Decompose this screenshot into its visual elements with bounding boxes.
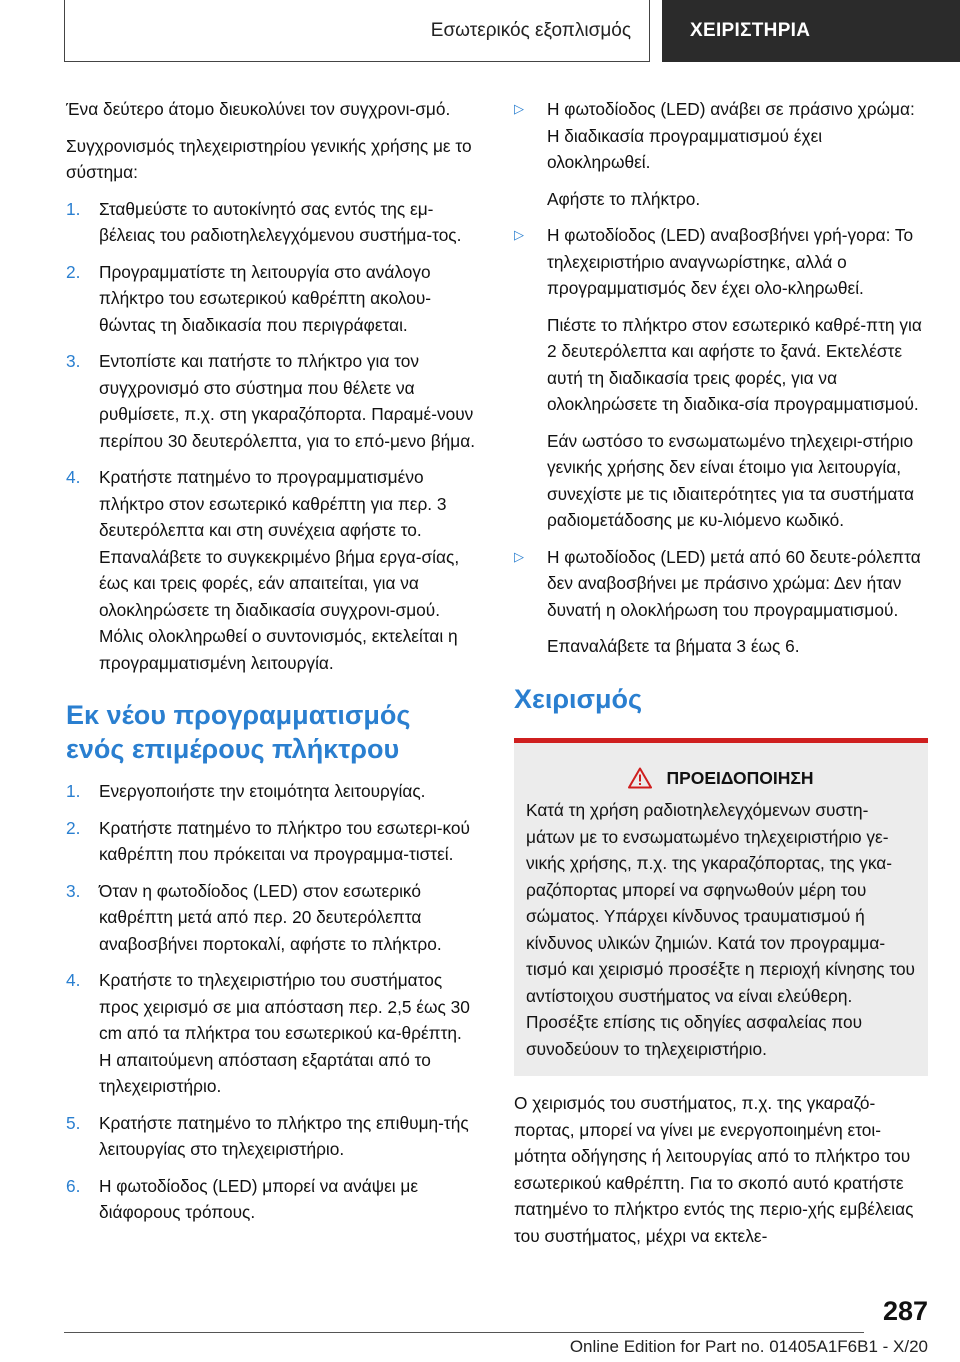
list-text: Κρατήστε το τηλεχειριστήριο του συστήματος προς χειρισμό σε μια απόσταση περ. 2,5 έως 30 cm από τα πλήκτρα του εσωτερικού κα-θρέπτη. Η απαιτούμενη απόσταση εξαρτάται από το τηλεχειριστήριο. [99, 970, 470, 1096]
triangle-bullet-icon: ▷ [514, 101, 524, 116]
bullet-item [514, 96, 928, 176]
list-text: Ενεργοποιήστε την ετοιμότητα λειτουργίας. [99, 781, 426, 801]
list-number: 3. [66, 880, 81, 901]
list-text: Κρατήστε πατημένο το πλήκτρο της επιθυμη-τής λειτουργίας στο τηλεχειριστήριο. [99, 1112, 469, 1159]
page-header [64, 0, 960, 64]
list-text: Εντοπίστε και πατήστε το πλήκτρο για τον συγχρονισμό στο σύστημα που θέλετε να ρυθμίσετε, π.χ. στη γκαραζόπορτα. Παραμέ-νουν περίπου 30 δευτερόλεπτα, για το επό-μενο βήμα. [99, 351, 475, 451]
bullet-item [514, 222, 928, 302]
warning-triangle-icon [628, 767, 652, 789]
bullet-text: Η φωτοδίοδος (LED) αναβοσβήνει γρή-γορα: Το τηλεχειριστήριο αναγνωρίστηκε, αλλά ο προγραμματισμός δεν έχει ολο-κληρωθεί. [547, 225, 914, 298]
reprogram-steps-list [66, 778, 476, 1226]
list-item [66, 464, 476, 676]
list-number: 1. [66, 781, 81, 801]
list-item [66, 815, 476, 868]
list-text: Προγραμματίστε τη λειτουργία στο ανάλογο πλήκτρο του εσωτερικού καθρέπτη ακολου-θώντας τη διαδικασία που περιγράφεται. [99, 261, 432, 335]
list-text: Κρατήστε πατημένο το προγραμματισμένο πλήκτρο στον εσωτερικό καθρέπτη για περ. 3 δευτερόλεπτα και στη συνέχεια αφήστε το. Επαναλάβετε το συγκεκριμένο βήμα εργα-σίας, έως και τρεις φορές, εάν απαιτείται, για να ολοκληρώσετε τη διαδικασία συγχρονι-σμού. Μόλις ολοκληρωθεί ο συντονισμός, εκτελείται η προγραμματισμένη λειτουργία. [99, 467, 460, 673]
list-text: Η φωτοδίοδος (LED) μπορεί να ανάψει με διάφορους τρόπους. [99, 1175, 419, 1222]
paragraph: Ο χειρισμός του συστήματος, π.χ. της γκαραζό-πορτας, μπορεί να γίνει με ενεργοποιημένη ετοι-μότητα οδήγησης ή λειτουργίας από το πλήκτρο του εσωτερικού καθρέπτη. Για το σκοπό αυτό κρατήστε πατημένο το πλήκτρο εντός της περιο-χής εμβέλειας του συστήματος, μέχρι να εκτελε- [514, 1093, 914, 1246]
triangle-bullet-icon: ▷ [514, 227, 524, 242]
list-item [66, 967, 476, 1100]
warning-box [514, 738, 928, 1077]
list-item [66, 878, 476, 958]
sync-steps-list [66, 196, 476, 677]
list-number: 5. [66, 1112, 81, 1133]
list-number: 6. [66, 1175, 81, 1196]
warning-header [526, 765, 916, 792]
triangle-bullet-icon: ▷ [514, 548, 524, 564]
list-item [66, 196, 476, 249]
list-item [66, 1110, 476, 1163]
list-number: 4. [66, 467, 81, 487]
list-number: 3. [66, 351, 81, 371]
list-item [66, 259, 476, 339]
list-text: Σταθμεύστε το αυτοκίνητό σας εντός της εμ-βέλειας του ραδιοτηλελεγχόμενου συστήμα-τος. [99, 198, 462, 245]
paragraph: Ένα δεύτερο άτομο διευκολύνει τον συγχρονι-σμό. [66, 99, 451, 119]
list-item [66, 348, 476, 454]
paragraph: Συγχρονισμός τηλεχειριστηρίου γενικής χρήσης με το σύστημα: [66, 135, 472, 182]
bullet-text: Η φωτοδίοδος (LED) μετά από 60 δευτε-ρόλεπτα δεν αναβοσβήνει με πράσινο χρώμα: Δεν ήταν δυνατή η ολοκλήρωση του προγραμματισμού. [547, 546, 921, 620]
footer-divider [64, 1332, 864, 1333]
list-number: 1. [66, 198, 81, 219]
bullet-subtext: Επαναλάβετε τα βήματα 3 έως 6. [547, 636, 800, 656]
page-number: 287 [882, 1296, 928, 1326]
list-item [66, 778, 476, 805]
list-text: Κρατήστε πατημένο το πλήκτρο του εσωτερι-κού καθρέπτη που πρόκειται να προγραμμα-τιστεί. [99, 817, 470, 864]
bullet-subtext: Αφήστε το πλήκτρο. [547, 188, 701, 209]
section-title: Εσωτερικός εξοπλισμός [64, 0, 650, 62]
list-text: Όταν η φωτοδίοδος (LED) στον εσωτερικό καθρέπτη μετά από περ. 20 δευτερόλεπτα αναβοσβήνει πορτοκαλί, αφήστε το πλήκτρο. [99, 880, 442, 954]
section-heading: Εκ νέου προγραμματισμός ενός επιμέρους πλήκτρου [66, 700, 411, 764]
list-number: 4. [66, 970, 81, 990]
bullet-item [514, 544, 928, 624]
list-number: 2. [66, 261, 81, 282]
right-column [514, 96, 928, 1259]
section-heading: Χειρισμός [514, 683, 643, 714]
list-item [66, 1173, 476, 1226]
chapter-title: ΧΕΙΡΙΣΤΗΡΙΑ [662, 0, 960, 62]
left-column [66, 96, 476, 1236]
warning-title: ΠΡΟΕΙΔΟΠΟΙΗΣΗ [666, 767, 814, 788]
bullet-subtext: Πιέστε το πλήκτρο στον εσωτερικό καθρέ-πτη για 2 δευτερόλεπτα και αφήστε το ξανά. Εκτελέστε αυτή τη διαδικασία τρεις φορές, για να ολοκληρώσετε τη διαδικα-σία προγραμματισμού. [547, 314, 922, 414]
bullet-text: Η φωτοδίοδος (LED) ανάβει σε πράσινο χρώμα: Η διαδικασία προγραμματισμού έχει ολοκληρωθεί. [547, 99, 915, 172]
bullet-subtext: Εάν ωστόσο το ενσωματωμένο τηλεχειρι-στήριο γενικής χρήσης δεν είναι έτοιμο για λειτουργία, συνεχίστε με τις ιδιαιτερότητες για τα συστήματα ραδιομετάδοσης με κυ-λιόμενο κωδικό. [547, 430, 914, 530]
list-number: 2. [66, 817, 81, 838]
warning-text: Κατά τη χρήση ραδιοτηλελεγχόμενων συστη-μάτων με το ενσωματωμένο τηλεχειριστήριο γε-νικής χρήσης, π.χ. της γκαραζόπορτας, της γκα-ραζόπορτας μπορεί να σφηνωθούν μέρη του σώματος. Υπάρχει κίνδυνος τραυματισμού ή κίνδυνος υλικών ζημιών. Κατά τον προγραμμα-τισμό και χειρισμό προσέξτε η περιοχή κίνησης του αντίστοιχου συστήματος να είναι ελεύθερη. Προσέξτε επίσης τις οδηγίες ασφαλείας που συνοδεύουν το τηλεχειριστήριο. [526, 800, 916, 1059]
edition-note: Online Edition for Part no. 01405A1F6B1 - X/20 [569, 1337, 928, 1356]
